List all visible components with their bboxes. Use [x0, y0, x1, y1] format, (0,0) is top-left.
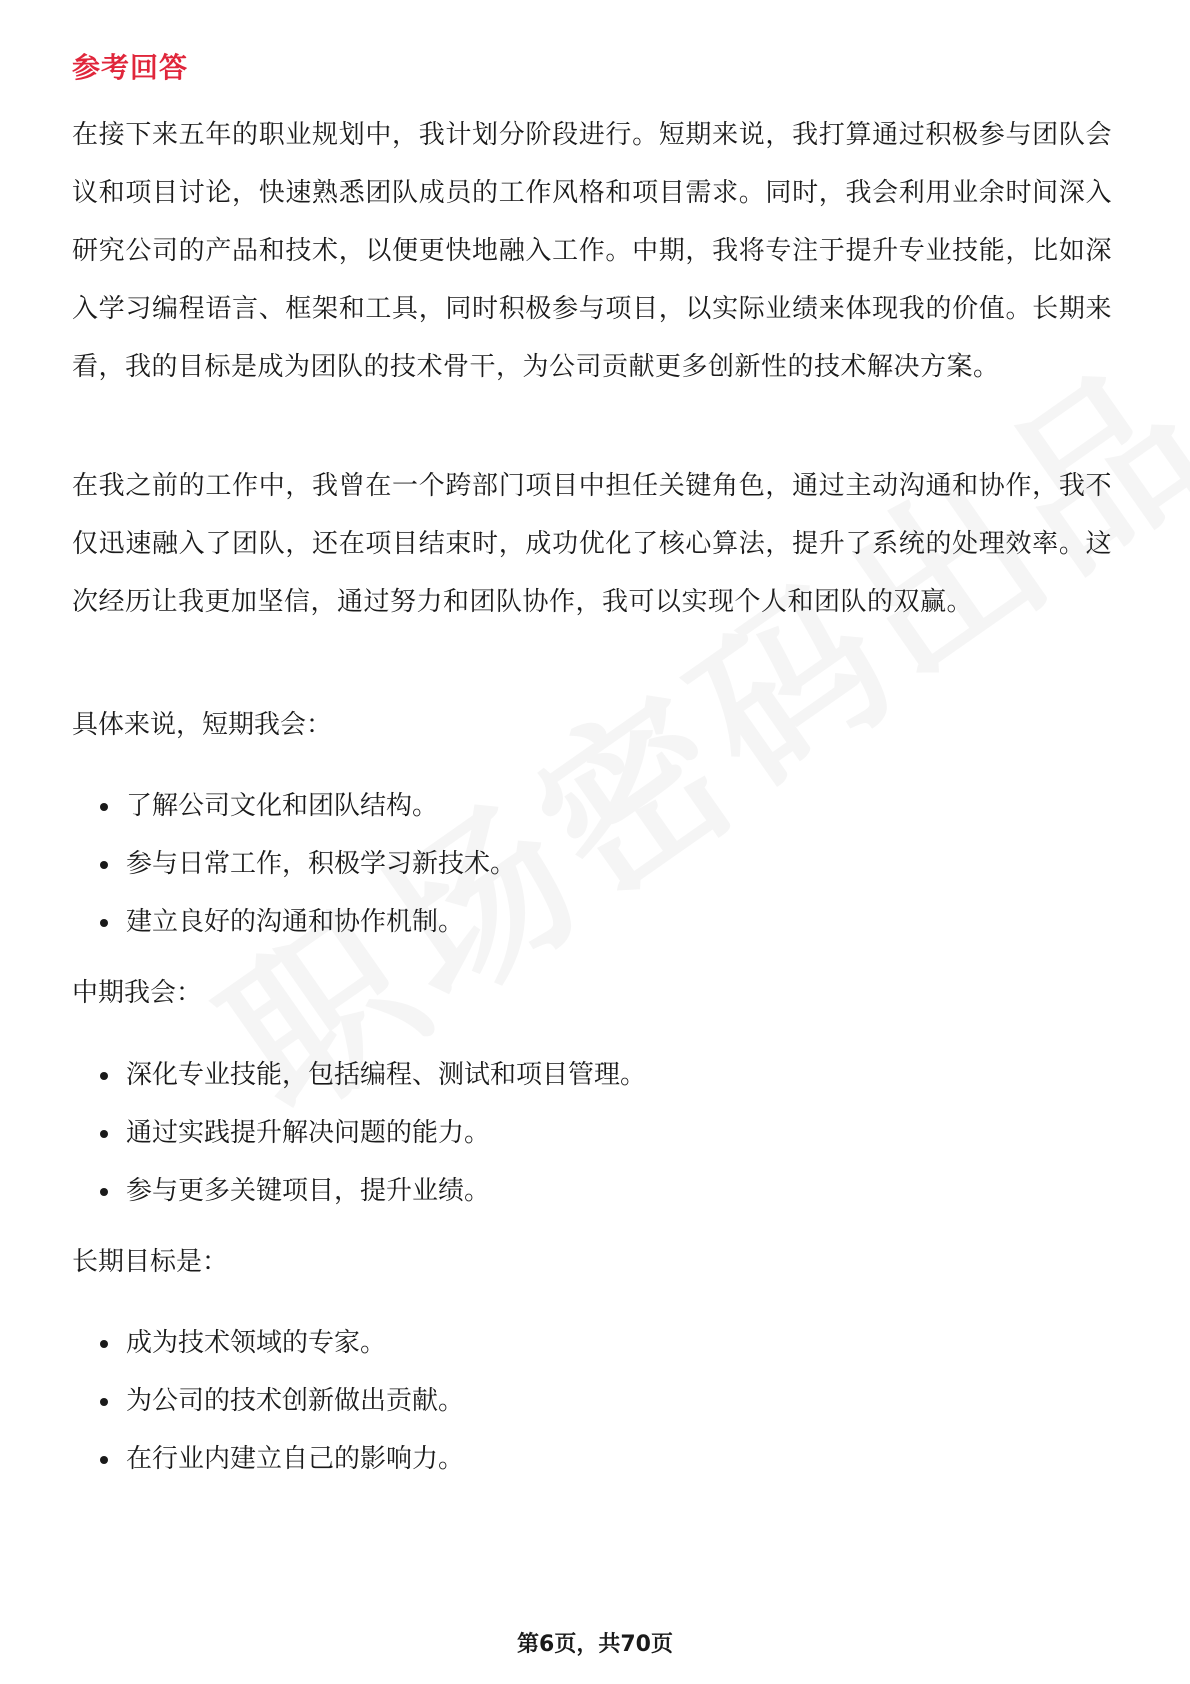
paragraph-past-experience: 在我之前的工作中，我曾在一个跨部门项目中担任关键角色，通过主动沟通和协作，我不仅迅速融入了团队，还在项目结束时，成功优化了核心算法，提升了系统的处理效率。这次经历让我更加坚信，通过努力和团队协作，我可以实现个人和团队的双赢。 — [72, 471, 1112, 617]
bullet-icon — [100, 1340, 108, 1348]
section-label-long-term: 长期目标是： — [72, 1247, 229, 1277]
page-number-footer: 第6页，共70页 — [517, 1632, 673, 1657]
short-term-list — [72, 777, 516, 951]
section-label-short-term: 具体来说，短期我会： — [72, 710, 333, 740]
list-item: 在行业内建立自己的影响力。 — [72, 1430, 464, 1488]
list-item: 成为技术领域的专家。 — [72, 1314, 464, 1372]
bullet-icon — [100, 1398, 108, 1406]
bullet-icon — [100, 1456, 108, 1464]
bullet-icon — [100, 803, 108, 811]
list-item: 通过实践提升解决问题的能力。 — [72, 1104, 646, 1162]
mid-term-list — [72, 1046, 646, 1220]
page-heading: 参考回答 — [72, 51, 189, 84]
list-item: 参与日常工作，积极学习新技术。 — [72, 835, 516, 893]
bullet-icon — [100, 1130, 108, 1138]
section-label-mid-term: 中期我会： — [72, 978, 203, 1008]
bullet-icon — [100, 861, 108, 869]
list-item: 了解公司文化和团队结构。 — [72, 777, 516, 835]
long-term-list — [72, 1314, 464, 1488]
list-item: 深化专业技能，包括编程、测试和项目管理。 — [72, 1046, 646, 1104]
bullet-icon — [100, 1072, 108, 1080]
list-item: 参与更多关键项目，提升业绩。 — [72, 1162, 646, 1220]
bullet-icon — [100, 1188, 108, 1196]
paragraph-career-plan: 在接下来五年的职业规划中，我计划分阶段进行。短期来说，我打算通过积极参与团队会议和项目讨论，快速熟悉团队成员的工作风格和项目需求。同时，我会利用业余时间深入研究公司的产品和技术，以便更快地融入工作。中期，我将专注于提升专业技能，比如深入学习编程语言、框架和工具，同时积极参与项目，以实际业绩来体现我的价值。长期来看，我的目标是成为团队的技术骨干，为公司贡献更多创新性的技术解决方案。 — [72, 120, 1112, 382]
list-item: 建立良好的沟通和协作机制。 — [72, 893, 516, 951]
bullet-icon — [100, 919, 108, 927]
list-item: 为公司的技术创新做出贡献。 — [72, 1372, 464, 1430]
